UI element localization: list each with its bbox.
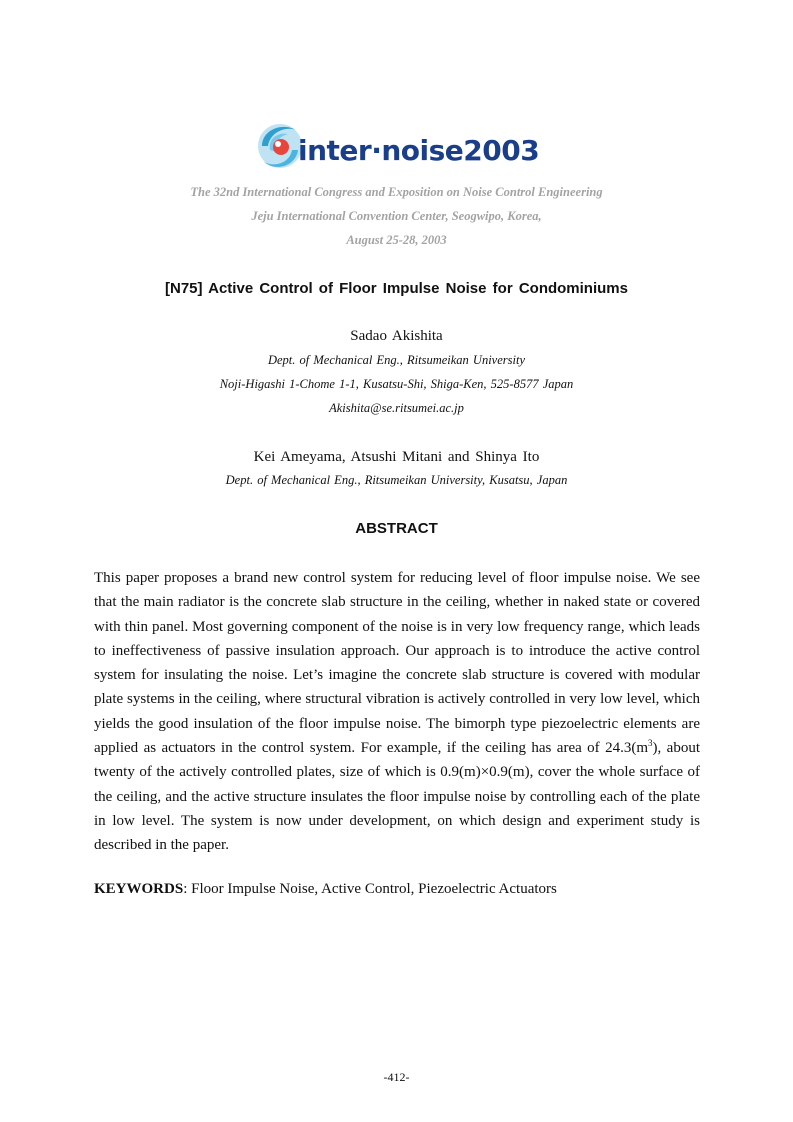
abstract-body <box>94 566 700 858</box>
author-email: Akishita@se.ritsumei.ac.jp <box>329 401 464 415</box>
author-address: Noji-Higashi 1-Chome 1-1, Kusatsu-Shi, Shiga-Ken, 525-8577 Japan <box>219 377 574 391</box>
conference-date: August 25-28, 2003 <box>346 233 447 247</box>
coauthor-affiliation: Dept. of Mechanical Eng., Ritsumeikan University, Kusatsu, Japan <box>225 473 568 487</box>
abstract-text-start: This paper proposes a brand new control system for reducing level of floor impulse noise. We see that the main radiator is the concrete slab structure in the ceiling, whether in naked state or covered with thin panel. Most governing component of the noise is in very low frequency range, which leads to ineffectiveness of passive insulation approach. Our approach is to introduce the active control system for insulating the noise. Let’s imagine the concrete slab structure is covered with modular plate systems in the ceiling, where structural vibration is actively controlled in very low level, which yields the good insulation of the floor impulse noise. The bimorph type piezoelectric elements are applied as actuators in the control system. For example, if the ceiling has area of 24.3(m <box>94 570 700 757</box>
logo-wordmark: inter·noise2003 <box>298 134 540 167</box>
paper-title: [N75] Active Control of Floor Impulse Noise for Condominiums <box>165 280 628 297</box>
abstract-heading: ABSTRACT <box>355 520 438 537</box>
author-name: Sadao Akishita <box>350 328 443 344</box>
conference-venue: Jeju International Convention Center, Seogwipo, Korea, <box>251 209 542 223</box>
conference-name: The 32nd International Congress and Exposition on Noise Control Engineering <box>190 185 603 199</box>
abstract-text-end: ), about twenty of the actively controlled plates, size of which is 0.9(m)×0.9(m), cover the whole surface of the ceiling, and the active structure insulates the floor impulse noise by controlling each of the plate in low level. The system is now under development, on which design and experiment study is described in the paper. <box>94 740 700 854</box>
page-number: -412- <box>383 1070 410 1084</box>
author-affiliation: Dept. of Mechanical Eng., Ritsumeikan University <box>267 353 526 367</box>
coauthor-names: Kei Ameyama, Atsushi Mitani and Shinya Ito <box>253 449 540 465</box>
keywords <box>94 877 700 901</box>
keywords-label: KEYWORDS <box>94 881 184 897</box>
conference-logo <box>256 120 546 176</box>
keywords-list: : Floor Impulse Noise, Active Control, Piezoelectric Actuators <box>183 881 557 897</box>
superscript-exponent: 3 <box>648 738 653 749</box>
